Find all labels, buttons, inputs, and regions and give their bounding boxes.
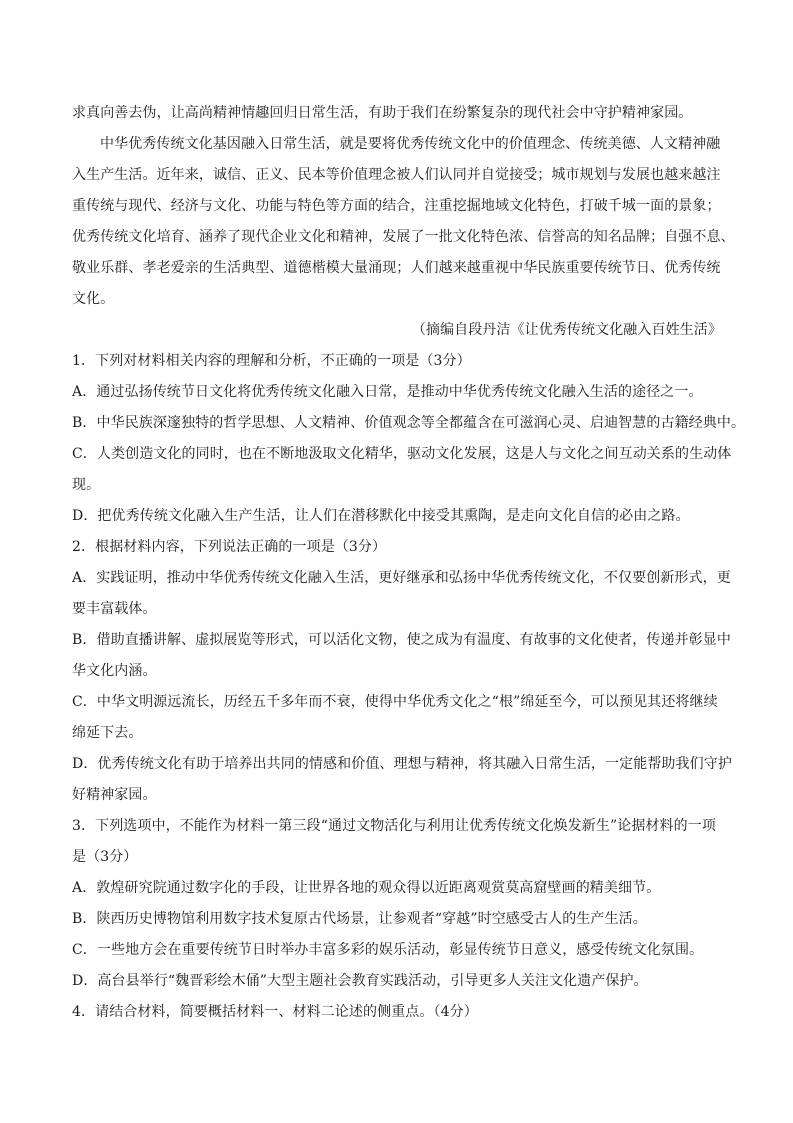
question-stem: 3．下列选项中，不能作为材料一第三段“通过文物活化与利用让优秀传统文化焕发新生”论据材料的一项	[72, 818, 716, 834]
option-line: D．优秀传统文化有助于培养出共同的情感和价值、理想与精神，将其融入日常生活，一定能帮助我们守护	[72, 756, 732, 772]
option-line: B．陕西历史博物馆利用数字技术复原古代场景，让参观者“穿越”时空感受古人的生产生活。	[72, 911, 647, 927]
option-line: D．把优秀传统文化融入生产生活，让人们在潜移默化中接受其熏陶，是走向文化自信的必由之路。	[72, 508, 690, 524]
option-line: D．高台县举行“魏晋彩绘木俑”大型主题社会教育实践活动，引导更多人关注文化遗产保护。	[72, 973, 648, 989]
passage-line: 入生产生活。近年来，诚信、正义、民本等价值理念被人们认同并自觉接受；城市规划与发展也越来越注	[72, 167, 721, 183]
passage-line: 重传统与现代、经济与文化、功能与特色等方面的结合，注重挖掘地域文化特色，打破千城一面的景象；	[72, 198, 721, 214]
option-line: 绵延下去。	[72, 725, 143, 741]
option-line: A．实践证明，推动中华优秀传统文化融入生活，更好继承和弘扬中华优秀传统文化，不仅要创新形式，更	[72, 570, 731, 586]
passage-line: 中华优秀传统文化基因融入日常生活，就是要将优秀传统文化中的价值理念、传统美德、人文精神融	[100, 136, 721, 152]
passage-line: 求真向善去伪，让高尚精神情趣回归日常生活，有助于我们在纷繁复杂的现代社会中守护精神家园。	[72, 105, 693, 121]
option-line: B．中华民族深邃独特的哲学思想、人文精神、价值观念等全都蕴含在可滋润心灵、启迪智慧的古籍经典中。	[72, 415, 746, 431]
passage-source: （摘编自段丹洁《让优秀传统文化融入百姓生活》	[411, 322, 722, 338]
option-line: 好精神家园。	[72, 787, 157, 803]
option-line: B．借助直播讲解、虚拟展览等形式，可以活化文物，使之成为有温度、有故事的文化使者，传递并彰显中	[72, 632, 731, 648]
question-stem: 1．下列对材料相关内容的理解和分析，不正确的一项是（3分）	[72, 353, 471, 369]
question-2	[72, 532, 732, 811]
question-3	[72, 811, 724, 997]
option-d	[72, 966, 724, 997]
option-b	[72, 408, 746, 439]
option-line: A．通过弘扬传统节日文化将优秀传统文化融入日常，是推动中华优秀传统文化融入生活的途径之一。	[72, 384, 703, 400]
question-1	[72, 346, 746, 532]
option-line: C．人类创造文化的同时，也在不断地汲取文化精华，驱动文化发展，这是人与文化之间互动关系的生动体	[72, 446, 732, 462]
passage-line: 优秀传统文化培育、涵养了现代企业文化和精神，发展了一批文化特色浓、信誉高的知名品牌；自强不息、	[72, 229, 735, 245]
option-c	[72, 935, 724, 966]
option-line: A．敦煌研究院通过数字化的手段，让世界各地的观众得以近距离观赏莫高窟壁画的精美细节。	[72, 880, 661, 896]
option-d	[72, 749, 732, 811]
option-a	[72, 873, 724, 904]
option-c	[72, 687, 724, 749]
document-body	[72, 98, 746, 1028]
option-b	[72, 625, 731, 687]
option-a	[72, 377, 724, 408]
passage-line: 敬业乐群、孝老爱亲的生活典型、道德楷模大量涌现；人们越来越重视中华民族重要传统节日、优秀传统	[72, 260, 721, 276]
question-stem: 2．根据材料内容，下列说法正确的一项是（3分）	[72, 539, 387, 555]
passage	[72, 98, 735, 346]
option-a	[72, 563, 731, 625]
option-line: 现。	[72, 477, 101, 493]
option-b	[72, 904, 724, 935]
question-stem: 是（3分）	[72, 849, 138, 865]
option-d	[72, 501, 724, 532]
option-line: C．中华文明源远流长，历经五千多年而不衰，使得中华优秀文化之“根”绵延至今，可以预见其还将继续	[72, 694, 718, 710]
option-line: 要丰富载体。	[72, 601, 157, 617]
option-c	[72, 439, 732, 501]
question-4	[72, 997, 724, 1028]
option-line: C．一些地方会在重要传统节日时举办丰富多彩的娱乐活动，彰显传统节日意义，感受传统文化氛围。	[72, 942, 704, 958]
passage-line: 文化。	[72, 291, 115, 307]
option-line: 华文化内涵。	[72, 663, 157, 679]
question-stem: 4．请结合材料，简要概括材料一、材料二论述的侧重点。（4分）	[72, 1004, 478, 1020]
